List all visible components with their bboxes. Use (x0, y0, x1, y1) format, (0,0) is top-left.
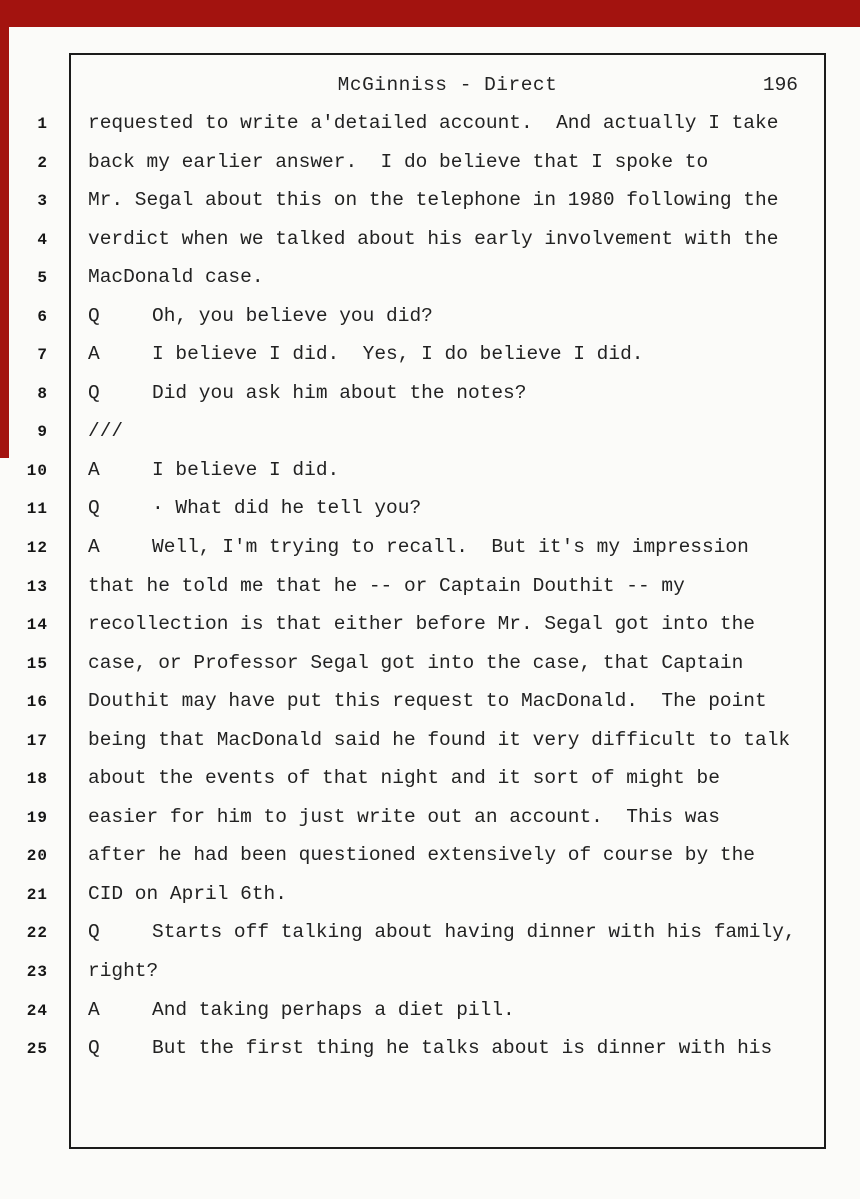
transcript-line (0, 305, 860, 344)
speech-text: about the events of that night and it sort of might be (88, 767, 720, 790)
line-text (88, 806, 720, 828)
speaker-label: Q (88, 921, 100, 944)
speech-text: I believe I did. (152, 458, 340, 481)
speech-text: case, or Professor Segal got into the case, that Captain (88, 651, 744, 674)
scan-artifact-top-bar (0, 0, 860, 27)
transcript-line (0, 767, 860, 806)
speech-text: Starts off talking about having dinner with his family, (152, 921, 796, 944)
transcript-line (0, 536, 860, 575)
line-number: 13 (26, 577, 48, 596)
line-text (88, 844, 755, 866)
speech-text: after he had been questioned extensively of course by the (88, 844, 756, 867)
line-text (88, 459, 339, 481)
line-number: 16 (26, 693, 48, 712)
speaker-label: A (88, 998, 100, 1021)
speech-text: requested to write a'detailed account. And actually I take (88, 112, 779, 134)
transcript-line (0, 844, 860, 883)
transcript-line (0, 151, 860, 190)
line-text (88, 575, 685, 597)
line-text (88, 266, 264, 288)
speech-text: that he told me that he -- or Captain Douthit -- my (88, 574, 685, 597)
speaker-label: Q (88, 497, 100, 520)
speech-text: I believe I did. Yes, I do believe I did. (152, 343, 644, 366)
line-number: 8 (37, 384, 48, 403)
line-number: 15 (26, 654, 48, 673)
speaker-label: Q (88, 381, 100, 404)
line-number: 18 (26, 770, 48, 789)
line-number: 22 (26, 924, 48, 943)
line-text (88, 690, 767, 712)
line-text (88, 883, 287, 905)
transcript-line (0, 921, 860, 960)
transcript-line (0, 382, 860, 421)
line-text (88, 960, 158, 982)
line-number: 4 (37, 230, 48, 249)
line-number: 10 (26, 461, 48, 480)
line-text (88, 652, 743, 674)
line-text (88, 228, 778, 250)
line-text (88, 343, 643, 365)
line-text (88, 999, 515, 1021)
speech-text: back my earlier answer. I do believe that I spoke to (88, 150, 709, 173)
speech-text: being that MacDonald said he found it very difficult to talk (88, 728, 791, 751)
speech-text: right? (88, 960, 159, 983)
speech-text: recollection is that either before Mr. Segal got into the (88, 613, 756, 636)
line-number: 2 (37, 153, 48, 172)
transcript-line (0, 729, 860, 768)
transcript-line (0, 806, 860, 845)
speaker-label: A (88, 343, 100, 366)
transcript-line (0, 690, 860, 729)
transcript-line (0, 652, 860, 691)
line-number: 14 (26, 616, 48, 635)
page-number: 196 (762, 74, 798, 96)
line-number: 25 (26, 1040, 48, 1059)
transcript-line (0, 112, 860, 151)
speech-text: MacDonald case. (88, 266, 264, 289)
speech-text: verdict when we talked about his early involvement with the (88, 227, 779, 250)
line-text (88, 536, 749, 558)
line-text (88, 767, 720, 789)
speech-text: · What did he tell you? (152, 497, 422, 520)
line-number: 3 (37, 192, 48, 211)
line-text (88, 613, 755, 635)
transcript-line (0, 266, 860, 305)
line-number: 21 (26, 885, 48, 904)
speech-text: Did you ask him about the notes? (152, 381, 527, 404)
speech-text: CID on April 6th. (88, 882, 287, 905)
transcript-line (0, 228, 860, 267)
transcript-line (0, 459, 860, 498)
transcript-body (0, 112, 860, 1076)
line-number: 24 (26, 1001, 48, 1020)
line-number: 12 (26, 539, 48, 558)
line-number: 5 (37, 269, 48, 288)
line-number: 20 (26, 847, 48, 866)
line-number: 17 (26, 731, 48, 750)
transcript-line (0, 343, 860, 382)
line-text (88, 497, 421, 519)
line-text (88, 305, 433, 327)
transcript-line (0, 575, 860, 614)
line-number: 19 (26, 808, 48, 827)
transcript-line (0, 420, 860, 459)
speaker-label: A (88, 458, 100, 481)
line-number: 7 (37, 346, 48, 365)
speech-text: And taking perhaps a diet pill. (152, 998, 515, 1021)
line-text (88, 112, 778, 134)
transcript-line (0, 1037, 860, 1076)
speech-text: Douthit may have put this request to MacDonald. The point (88, 690, 767, 713)
line-number: 6 (37, 307, 48, 326)
transcript-line (0, 999, 860, 1038)
speaker-label: Q (88, 1037, 100, 1060)
speech-text: Oh, you believe you did? (152, 304, 433, 327)
speech-text: easier for him to just write out an account. This was (88, 805, 720, 828)
speaker-label: Q (88, 304, 100, 327)
speech-text: Mr. Segal about this on the telephone in 1980 following the (88, 189, 779, 212)
line-text (88, 151, 708, 173)
line-text (88, 729, 790, 751)
transcript-line (0, 613, 860, 652)
transcript-line (0, 497, 860, 536)
header-title: McGinniss - Direct (337, 74, 558, 96)
line-number: 1 (37, 115, 48, 133)
line-number: 11 (26, 500, 48, 519)
line-text (88, 189, 778, 211)
transcript-line (0, 189, 860, 228)
transcript-line (0, 960, 860, 999)
speaker-label: A (88, 536, 100, 559)
speech-text: But the first thing he talks about is dinner with his (152, 1037, 773, 1060)
speech-text: /// (88, 420, 124, 443)
line-text (88, 382, 526, 404)
line-text (88, 1037, 772, 1059)
line-number: 23 (26, 963, 48, 982)
line-text (88, 921, 796, 943)
transcript-line (0, 883, 860, 922)
speech-text: Well, I'm trying to recall. But it's my impression (152, 536, 749, 559)
line-number: 9 (37, 423, 48, 442)
page-header (69, 74, 826, 102)
line-text (88, 420, 123, 442)
